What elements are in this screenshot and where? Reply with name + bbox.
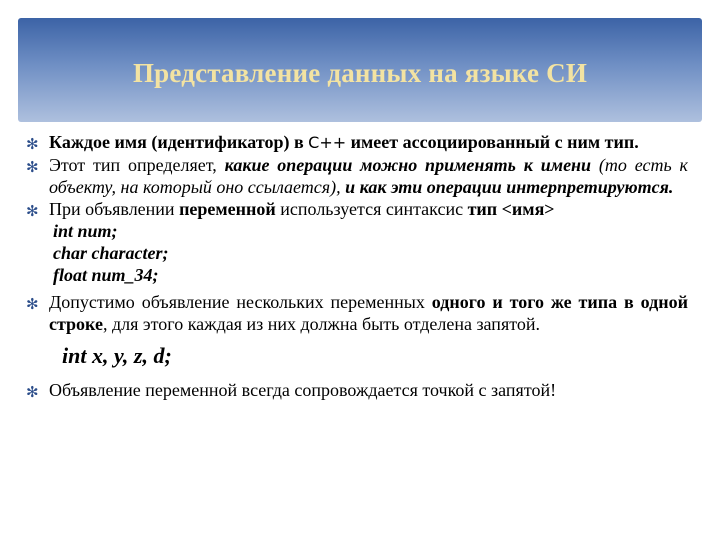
slide-title: Представление данных на языке СИ <box>132 58 588 88</box>
text-plain: Допустимо объявление нескольких переменных <box>49 292 432 312</box>
bullet-item-multiple <box>26 291 688 335</box>
text-bold: переменной <box>179 199 276 219</box>
bullet-item-semicolon <box>26 379 688 401</box>
text-bold: тип <имя> <box>467 199 555 219</box>
text-plain: , для этого каждая из них должна быть отделена запятой. <box>102 314 540 334</box>
code-example-declarations <box>26 220 688 286</box>
bullet-item-identifier <box>26 131 688 154</box>
text-bold: одного и того же типа в одной строке <box>49 292 688 334</box>
code-line: float num_34; <box>53 265 159 285</box>
asterisk-bullet-icon: ✻ <box>26 383 39 401</box>
bullet-item-syntax <box>26 198 688 220</box>
text-bold-italic: какие операции можно применять к имени <box>224 155 592 175</box>
text-language: С++ <box>308 133 347 152</box>
text-bold-italic: и как эти операции интерпретируются. <box>345 177 674 197</box>
text-plain: Этот тип определяет, <box>49 155 225 175</box>
asterisk-bullet-icon: ✻ <box>26 202 39 220</box>
text-plain: используется синтаксис <box>275 199 468 219</box>
text-plain: При объявлении <box>49 199 180 219</box>
asterisk-bullet-icon: ✻ <box>26 135 39 153</box>
code-example-multi: int x, y, z, d; <box>62 343 172 368</box>
text-bold: имеет ассоциированный с ним тип. <box>346 132 639 152</box>
code-line: char character; <box>53 243 169 263</box>
slide-content <box>26 131 688 401</box>
bullet-item-type <box>26 154 688 198</box>
title-banner <box>18 18 702 122</box>
asterisk-bullet-icon: ✻ <box>26 158 39 176</box>
asterisk-bullet-icon: ✻ <box>26 295 39 313</box>
text-italic: (то есть к объекту, на который оно ссылается), <box>49 155 688 197</box>
code-line: int num; <box>53 221 118 241</box>
text-bold: Каждое имя (идентификатор) в <box>49 132 309 152</box>
text-plain: Объявление переменной всегда сопровождается точкой с запятой! <box>49 380 557 400</box>
